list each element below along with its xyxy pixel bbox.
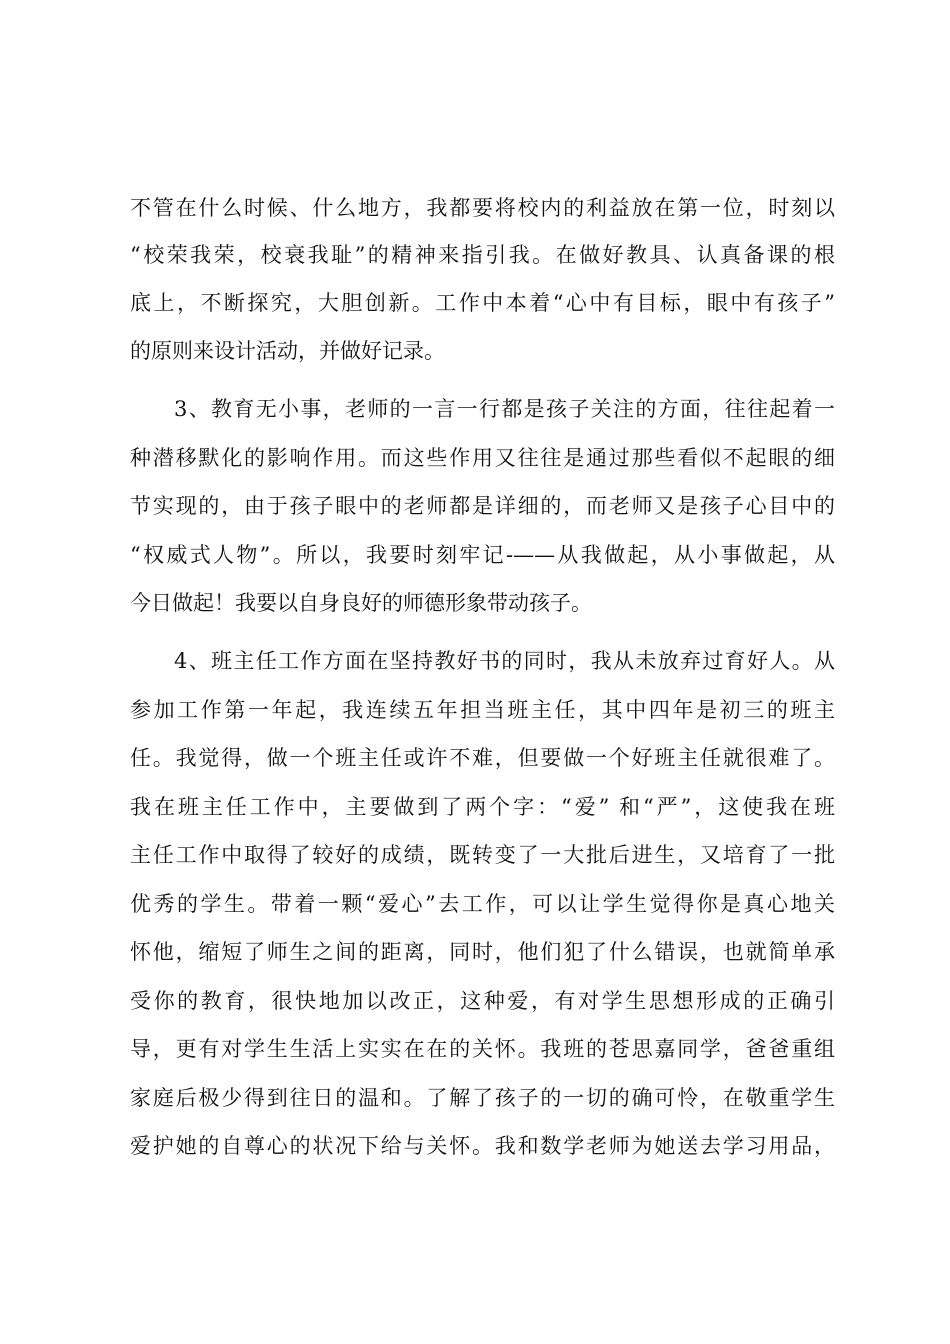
paragraph-3-line-10: 家庭后极少得到往日的温和。了解了孩子的一切的确可怜，在敬重学生 <box>130 1086 835 1110</box>
paragraph-3-line-1: 4、班主任工作方面在坚持教好书的同时，我从未放弃过育好人。从 <box>174 649 835 673</box>
paragraph-2-line-5: 今日做起！我要以自身良好的师德形象带动孩子。 <box>130 591 592 615</box>
paragraph-3-line-7: 怀他，缩短了师生之间的距离，同时，他们犯了什么错误，也就简单承 <box>130 940 835 964</box>
paragraph-2-line-2: 种潜移默化的影响作用。而这些作用又往往是通过那些看似不起眼的细 <box>130 446 835 470</box>
paragraph-1-line-4: 的原则来设计活动，并做好记录。 <box>130 339 445 363</box>
paragraph-3-line-2: 参加工作第一年起，我连续五年担当班主任，其中四年是初三的班主 <box>130 698 835 722</box>
paragraph-2-line-3: 节实现的，由于孩子眼中的老师都是详细的，而老师又是孩子心目中的 <box>130 494 835 518</box>
paragraph-3-line-5: 主任工作中取得了较好的成绩，既转变了一大批后进生，又培育了一批 <box>130 843 835 867</box>
paragraph-3-line-9: 导，更有对学生生活上实实在在的关怀。我班的苍思嘉同学，爸爸重组 <box>130 1037 835 1061</box>
paragraph-2-line-1: 3、教育无小事，老师的一言一行都是孩子关注的方面，往往起着一 <box>174 397 835 421</box>
paragraph-1-line-2: “校荣我荣，校衰我耻”的精神来指引我。在做好教具、认真备课的根 <box>130 243 835 267</box>
paragraph-3-line-8: 受你的教育，很快地加以改正，这种爱，有对学生思想形成的正确引 <box>130 989 835 1013</box>
paragraph-3-line-11: 爱护她的自尊心的状况下给与关怀。我和数学老师为她送去学习用品， <box>130 1134 835 1158</box>
paragraph-3-line-3: 任。我觉得，做一个班主任或许不难，但要做一个好班主任就很难了。 <box>130 746 835 770</box>
paragraph-1-line-3: 底上，不断探究，大胆创新。工作中本着“心中有目标，眼中有孩子” <box>130 291 835 315</box>
paragraph-2-line-4: “权威式人物”。所以，我要时刻牢记-——从我做起，从小事做起，从 <box>130 543 835 567</box>
paragraph-1-line-1: 不管在什么时候、什么地方，我都要将校内的利益放在第一位，时刻以 <box>130 196 835 220</box>
paragraph-3-line-4: 我在班主任工作中，主要做到了两个字：“爱” 和“严”，这使我在班 <box>130 795 835 819</box>
paragraph-3-line-6: 优秀的学生。带着一颗“爱心”去工作，可以让学生觉得你是真心地关 <box>130 892 835 916</box>
